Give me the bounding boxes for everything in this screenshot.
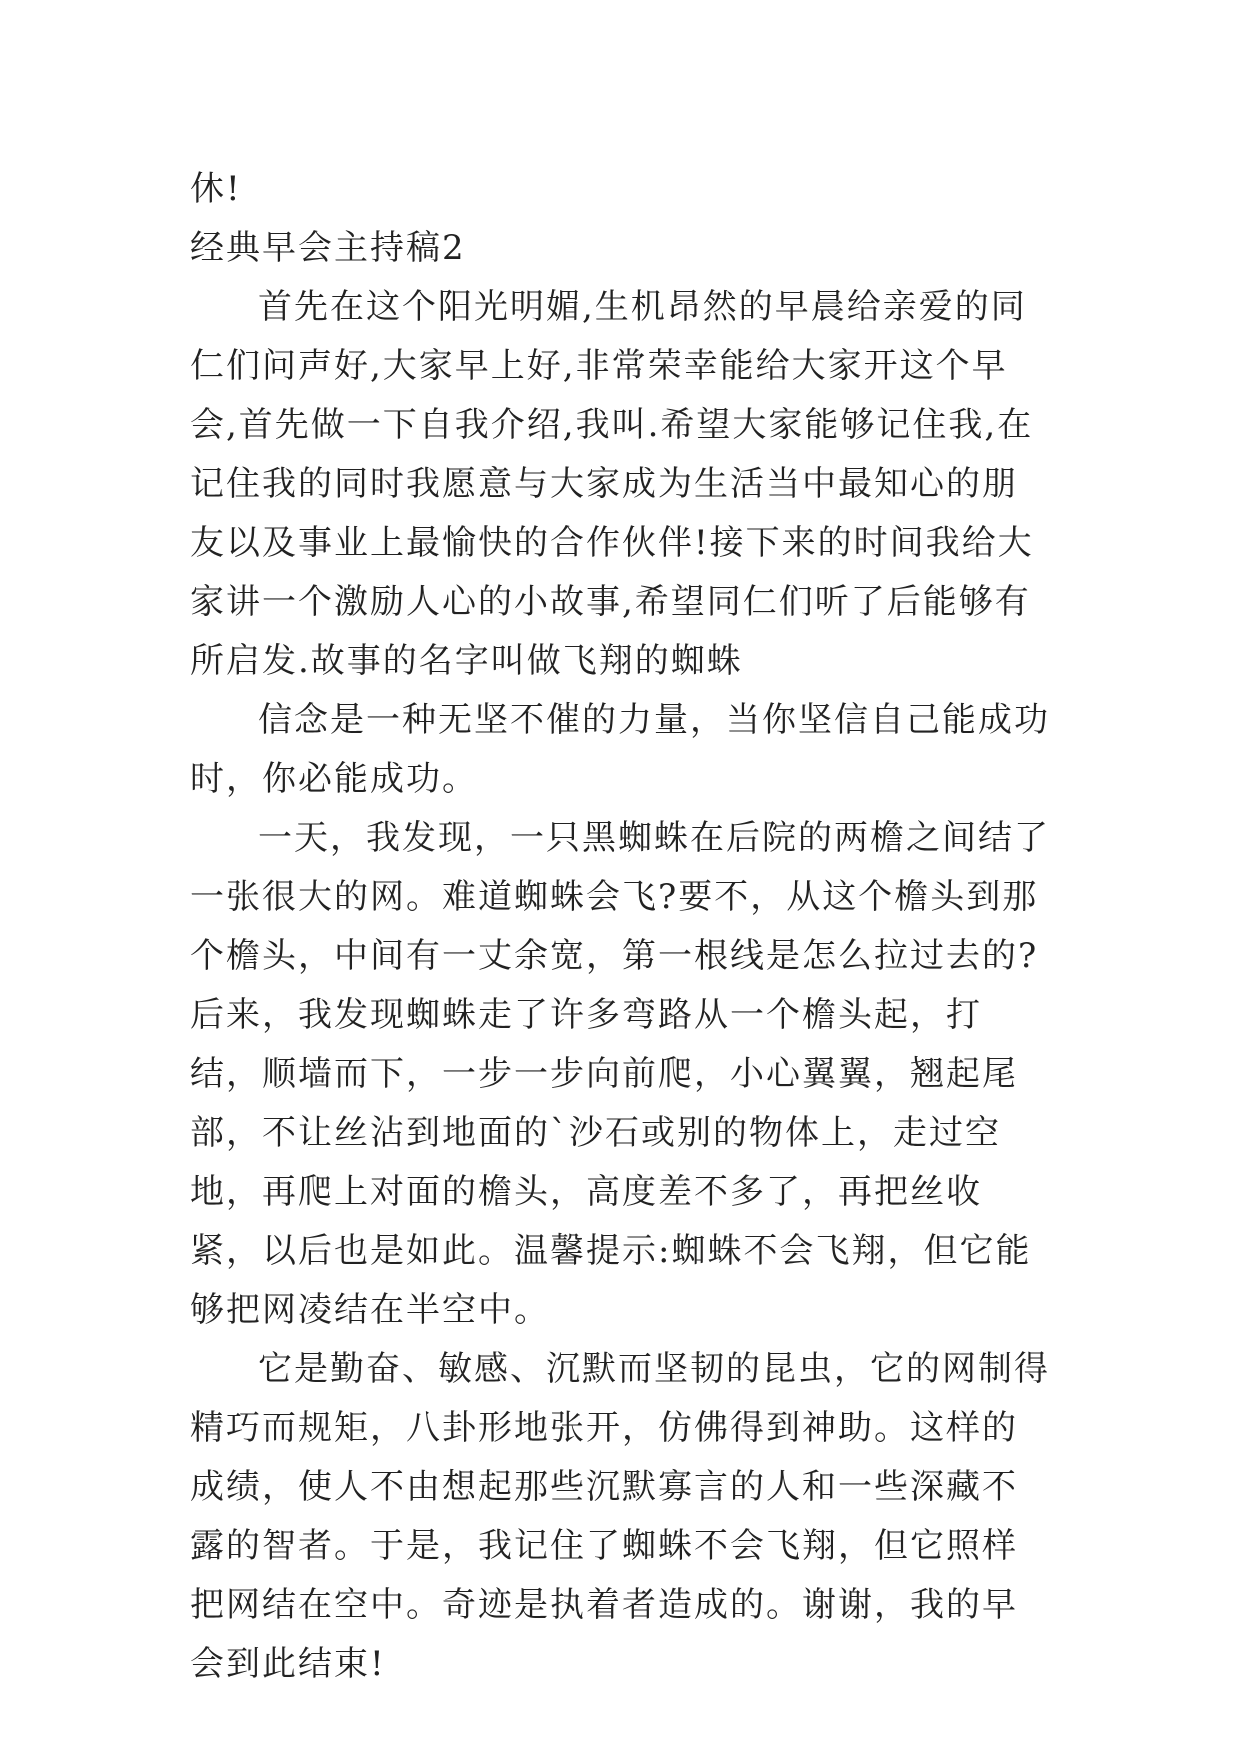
document-body xyxy=(190,160,1050,1694)
previous-text-continuation: 休! xyxy=(190,169,242,209)
paragraph-belief: 信念是一种无坚不催的力量，当你坚信自己能成功时，你必能成功。 xyxy=(190,700,1050,799)
paragraph-intro: 首先在这个阳光明媚,生机昂然的早晨给亲爱的同仁们问声好,大家早上好,非常荣幸能给大家开这个早会,首先做一下自我介绍,我叫.希望大家能够记住我,在记住我的同时我愿意与大家成为生活当中最知心的朋友以及事业上最愉快的合作伙伴!接下来的时间我给大家讲一个激励人心的小故事,希望同仁们听了后能够有所启发.故事的名字叫做飞翔的蜘蛛 xyxy=(190,287,1034,681)
paragraph-conclusion: 它是勤奋、敏感、沉默而坚韧的昆虫，它的网制得精巧而规矩，八卦形地张开，仿佛得到神助。这样的成绩，使人不由想起那些沉默寡言的人和一些深藏不露的智者。于是，我记住了蜘蛛不会飞翔，但它照样把网结在空中。奇迹是执着者造成的。谢谢，我的早会到此结束! xyxy=(190,1349,1050,1684)
section-heading: 经典早会主持稿2 xyxy=(190,228,466,268)
paragraph-spider-story: 一天，我发现，一只黑蜘蛛在后院的两檐之间结了一张很大的网。难道蜘蛛会飞?要不，从这个檐头到那个檐头，中间有一丈余宽，第一根线是怎么拉过去的?后来，我发现蜘蛛走了许多弯路从一个檐头起，打结，顺墙而下，一步一步向前爬，小心翼翼，翘起尾部，不让丝沾到地面的`沙石或别的物体上，走过空地，再爬上对面的檐头，高度差不多了，再把丝收紧，以后也是如此。温馨提示:蜘蛛不会飞翔，但它能够把网凌结在半空中。 xyxy=(190,818,1050,1330)
